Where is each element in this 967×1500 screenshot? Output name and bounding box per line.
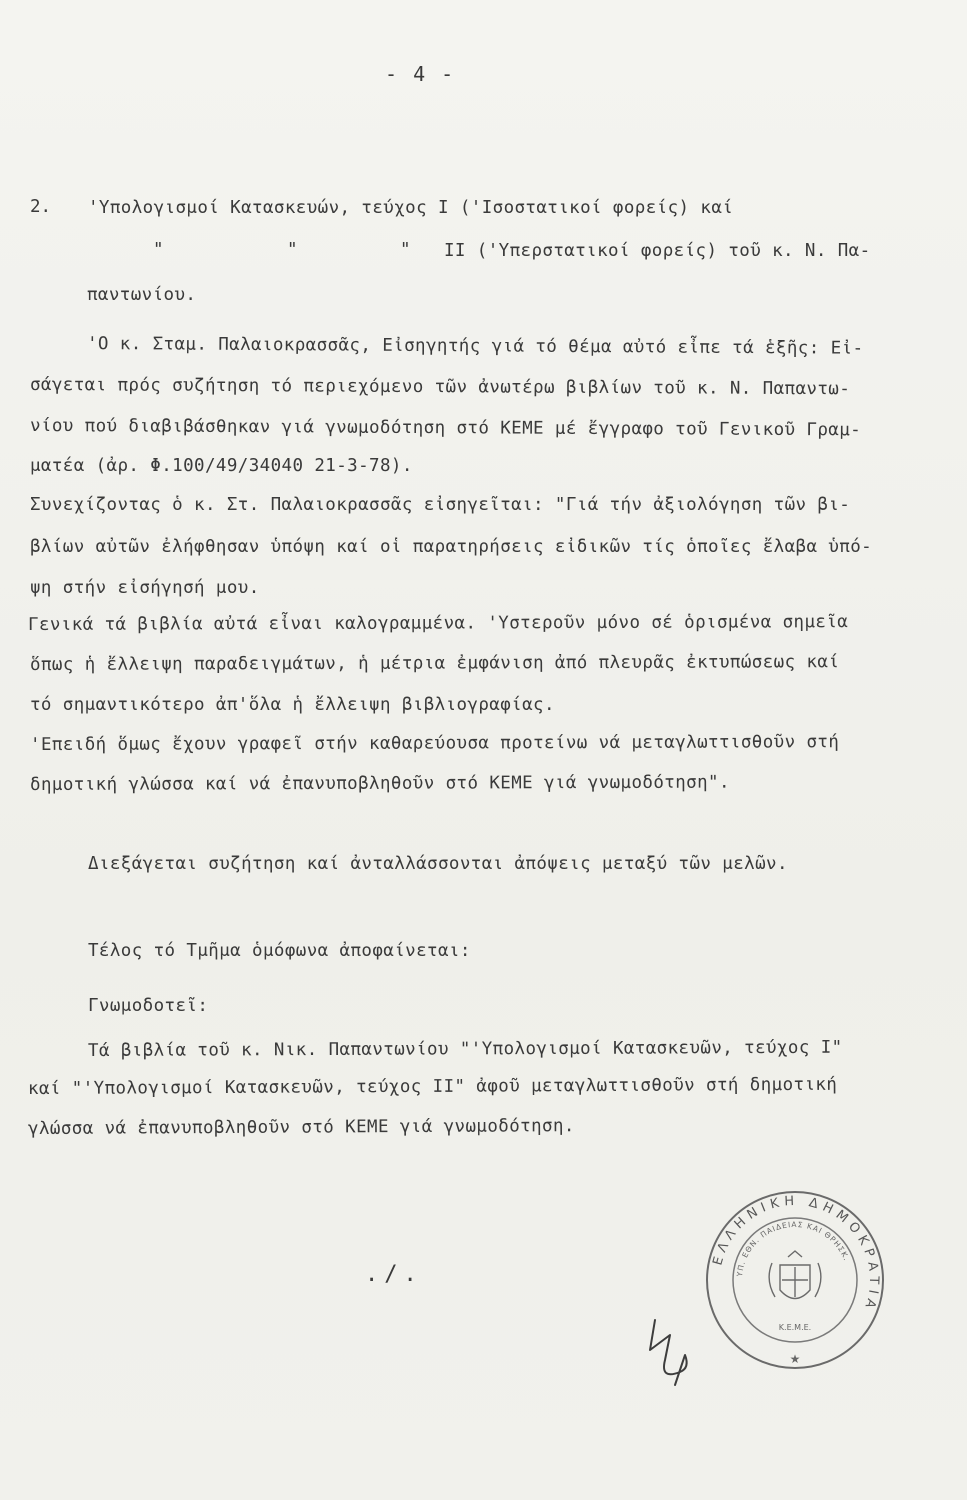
item-number: 2. [30,197,52,217]
body-line-12: δημοτική γλώσσα καί νά ἐπανυποβληθοῦν στό ΚΕΜΕ γιά γνωμοδότηση". [29,772,730,795]
body-line-8: Γενικά τά βιβλία αὐτά εἶναι καλογραμμένα. 'Υστεροῦν μόνο σέ ὁρισμένα σημεῖα [27,612,849,635]
opinion-heading: Γνωμοδοτεῖ: [88,996,209,1016]
svg-text:ΥΠ. ΕΘΝ. ΠΑΙΔΕΙΑΣ ΚΑΙ ΘΡΗΣΚ.: ΥΠ. ΕΘΝ. ΠΑΙΔΕΙΑΣ ΚΑΙ ΘΡΗΣΚ. [735,1219,852,1277]
body-line-6: βλίων αὐτῶν ἐλήφθησαν ὑπόψη καί οἱ παρατηρήσεις εἰδικῶν τίς ὁποῖες ἔλαβα ὑπό- [30,537,873,557]
official-seal [700,1185,890,1375]
body-line-7: ψη στήν εἰσήγησή μου. [30,578,260,598]
page-number: - 4 - [385,62,456,86]
body-line-10: τό σημαντικότερο ἀπ'ὅλα ἡ ἔλλειψη βιβλιογραφίας. [30,695,555,715]
body-line-9: ὅπως ἡ ἔλλειψη παραδειγμάτων, ἡ μέτρια ἐμφάνιση ἀπό πλευρᾶς ἐκτυπώσεως καί [29,652,840,675]
ditto-mark-1: " [153,240,164,260]
body-line-3: νίου πού διαβιβάσθηκαν γιά γνωμοδότηση στό ΚΕΜΕ μέ ἔγγραφο τοῦ Γενικοῦ Γραμ- [29,416,862,441]
item-title-line-1: 'Υπολογισμοί Κατασκευών, τεύχος Ι ('Ισοστατικοί φορείς) καί [88,198,734,218]
body-line-1: 'Ο κ. Σταμ. Παλαιοκρασσᾶς, Εἰσηγητής γιά τό θέμα αὐτό εἶπε τά ἑξῆς: Εἰ- [86,334,864,359]
body-line-11: 'Επειδή ὅμως ἔχουν γραφεῖ στήν καθαρεύουσα προτείνω νά μεταγλωττισθοῦν στή [29,732,840,755]
continuation-mark: ./. [365,1262,423,1287]
body-line-4: ματέα (ἀρ. Φ.100/49/34040 21-3-78). [30,456,413,476]
item-title-line-3: παντωνίου. [87,285,197,305]
opinion-line-3: γλώσσα νά ἐπανυποβληθοῦν στό ΚΕΜΕ γιά γνωμοδότηση. [27,1116,575,1139]
discussion-line: Διεξάγεται συζήτηση καί ἀνταλλάσσονται ἀπόψεις μεταξύ τῶν μελῶν. [88,854,788,874]
decision-intro: Τέλος τό Τμῆμα ὁμόφωνα ἀποφαίνεται: [88,941,471,961]
signature [630,1300,720,1390]
svg-text:ΕΛΛΗΝΙΚΗ ΔΗΜΟΚΡΑΤΙΑ: ΕΛΛΗΝΙΚΗ ΔΗΜΟΚΡΑΤΙΑ [710,1193,882,1315]
svg-text:Κ.Ε.Μ.Ε.: Κ.Ε.Μ.Ε. [778,1323,812,1332]
body-line-5: Συνεχίζοντας ὁ κ. Στ. Παλαιοκρασσᾶς εἰσηγεῖται: "Γιά τήν ἀξιολόγηση τῶν βι- [30,495,851,515]
ditto-mark-3: " [400,240,411,260]
opinion-line-1: Τά βιβλία τοῦ κ. Νικ. Παπαντωνίου "'Υπολογισμοί Κατασκευῶν, τεύχος Ι" [87,1037,843,1061]
item-title-line-2: ΙΙ ('Υπερστατικοί φορείς) τοῦ κ. Ν. Πα- [444,241,871,261]
svg-text:★: ★ [789,1352,801,1366]
body-line-2: σάγεται πρός συζήτηση τό περιεχόμενο τῶν ἀνωτέρω βιβλίων τοῦ κ. Ν. Παπαντω- [29,375,851,400]
ditto-mark-2: " [287,240,298,260]
opinion-line-2: καί "'Υπολογισμοί Κατασκευῶν, τεύχος ΙΙ" ἀφοῦ μεταγλωττισθοῦν στή δημοτική [27,1074,838,1099]
